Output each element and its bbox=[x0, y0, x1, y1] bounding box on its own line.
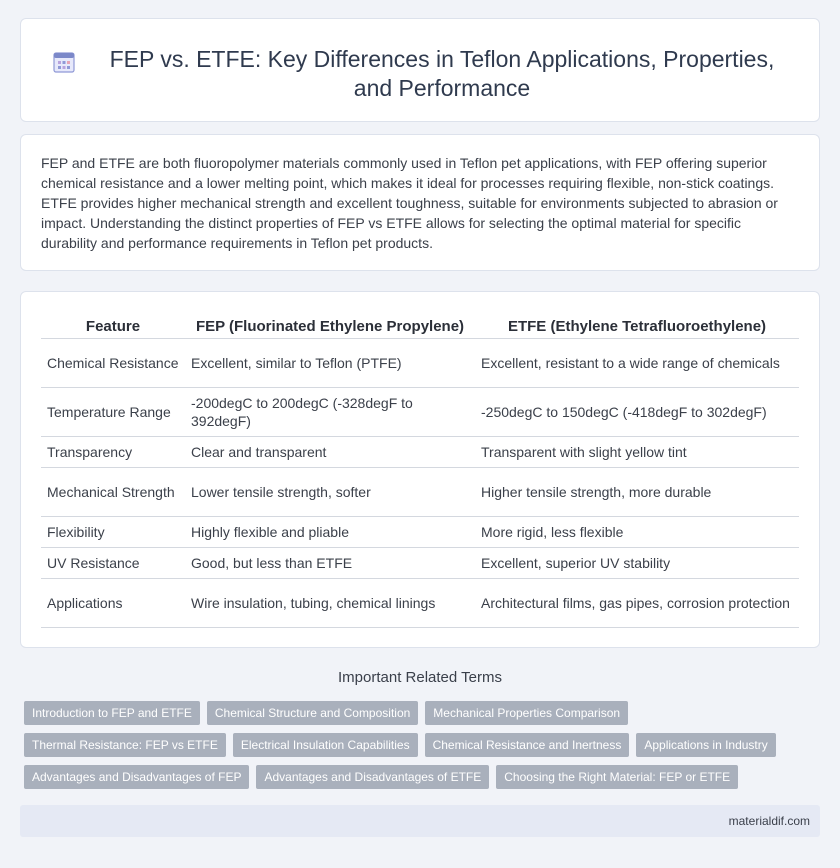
related-term-tag[interactable]: Electrical Insulation Capabilities bbox=[233, 733, 418, 757]
table-row bbox=[41, 547, 799, 578]
feature-cell: UV Resistance bbox=[41, 547, 185, 578]
comparison-table bbox=[41, 312, 799, 628]
fep-cell: Good, but less than ETFE bbox=[185, 547, 475, 578]
feature-cell: Flexibility bbox=[41, 516, 185, 547]
table-row bbox=[41, 436, 799, 467]
related-term-tag[interactable]: Chemical Resistance and Inertness bbox=[425, 733, 630, 757]
feature-cell: Transparency bbox=[41, 436, 185, 467]
footer-site-link[interactable]: materialdif.com bbox=[728, 814, 810, 828]
intro-card bbox=[20, 134, 820, 271]
related-term-tag[interactable]: Mechanical Properties Comparison bbox=[425, 701, 628, 725]
fep-cell: Excellent, similar to Teflon (PTFE) bbox=[185, 338, 475, 387]
title-card bbox=[20, 18, 820, 122]
table-row bbox=[41, 387, 799, 436]
related-terms-heading: Important Related Terms bbox=[338, 669, 502, 686]
footer bbox=[20, 805, 820, 837]
feature-cell: Applications bbox=[41, 578, 185, 627]
fep-cell: Clear and transparent bbox=[185, 436, 475, 467]
related-terms-tags bbox=[24, 701, 824, 797]
table-row bbox=[41, 578, 799, 627]
etfe-cell: Excellent, superior UV stability bbox=[475, 547, 799, 578]
feature-cell: Mechanical Strength bbox=[41, 467, 185, 516]
comparison-card bbox=[20, 291, 820, 648]
fep-cell: -200degC to 200degC (-328degF to 392degF) bbox=[185, 387, 475, 436]
etfe-cell: More rigid, less flexible bbox=[475, 516, 799, 547]
feature-cell: Temperature Range bbox=[41, 387, 185, 436]
related-term-tag[interactable]: Advantages and Disadvantages of ETFE bbox=[256, 765, 489, 789]
intro-paragraph: FEP and ETFE are both fluoropolymer materials commonly used in Teflon pet applications, with FEP offering superior chemical resistance and a lower melting point, which makes it ideal for processes requiring flexible, non-stick coatings. ETFE provides higher mechanical strength and excellent toughness, suitable for environments subjected to abrasion or impact. Understanding the distinct properties of FEP vs ETFE allows for selecting the optimal material for specific durability and performance requirements in Teflon pet products. bbox=[41, 155, 778, 251]
table-row bbox=[41, 467, 799, 516]
table-header-row bbox=[41, 312, 799, 338]
etfe-cell: Higher tensile strength, more durable bbox=[475, 467, 799, 516]
etfe-cell: Excellent, resistant to a wide range of chemicals bbox=[475, 338, 799, 387]
related-term-tag[interactable]: Introduction to FEP and ETFE bbox=[24, 701, 200, 725]
related-term-tag[interactable]: Thermal Resistance: FEP vs ETFE bbox=[24, 733, 226, 757]
table-row bbox=[41, 516, 799, 547]
related-term-tag[interactable]: Applications in Industry bbox=[636, 733, 775, 757]
page-title: FEP vs. ETFE: Key Differences in Teflon Applications, Properties, and Performance bbox=[109, 46, 775, 101]
feature-cell: Chemical Resistance bbox=[41, 338, 185, 387]
related-term-tag[interactable]: Chemical Structure and Composition bbox=[207, 701, 418, 725]
related-term-tag[interactable]: Choosing the Right Material: FEP or ETFE bbox=[496, 765, 738, 789]
column-header-fep: FEP (Fluorinated Ethylene Propylene) bbox=[185, 312, 475, 338]
etfe-cell: Transparent with slight yellow tint bbox=[475, 436, 799, 467]
table-row bbox=[41, 338, 799, 387]
calendar-grid-icon bbox=[51, 49, 77, 75]
column-header-etfe: ETFE (Ethylene Tetrafluoroethylene) bbox=[475, 312, 799, 338]
fep-cell: Highly flexible and pliable bbox=[185, 516, 475, 547]
fep-cell: Wire insulation, tubing, chemical linings bbox=[185, 578, 475, 627]
column-header-feature: Feature bbox=[41, 312, 185, 338]
etfe-cell: Architectural films, gas pipes, corrosion protection bbox=[475, 578, 799, 627]
etfe-cell: -250degC to 150degC (-418degF to 302degF) bbox=[475, 387, 799, 436]
related-term-tag[interactable]: Advantages and Disadvantages of FEP bbox=[24, 765, 249, 789]
fep-cell: Lower tensile strength, softer bbox=[185, 467, 475, 516]
